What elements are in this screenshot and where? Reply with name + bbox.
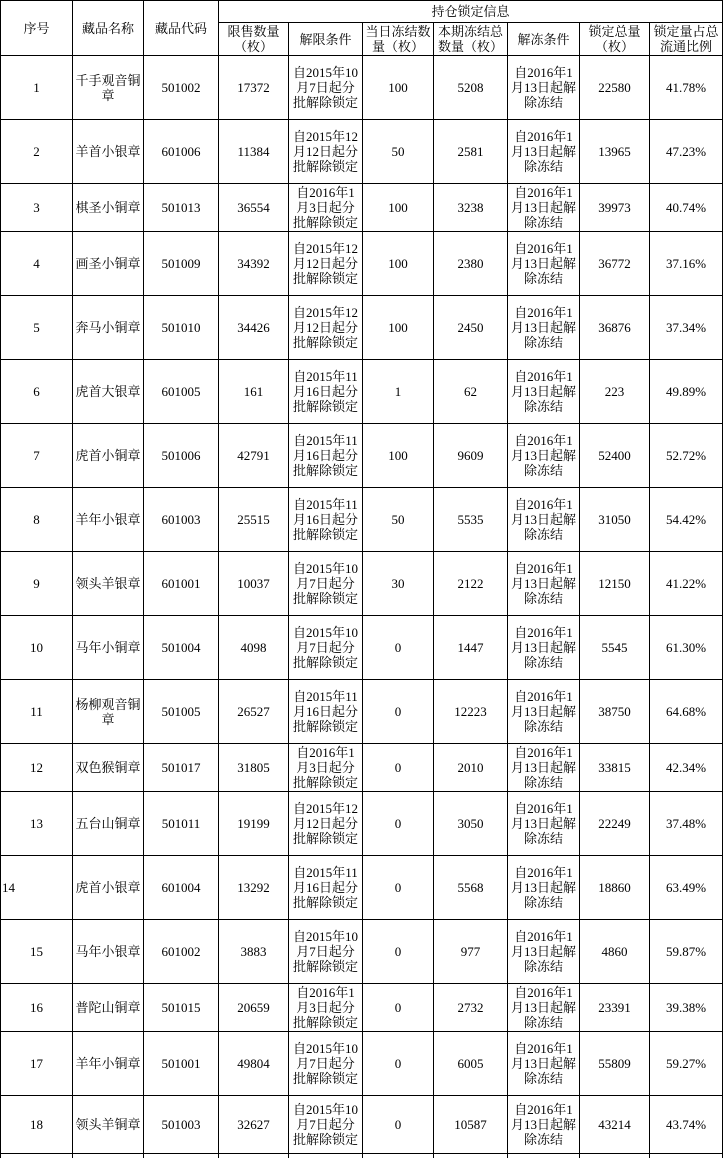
cell-period-frozen-total: 5568: [434, 856, 508, 920]
cell-restricted-qty: 34392: [219, 232, 289, 296]
cell-unlock-condition: 自2015年12月12日起分批解除锁定: [289, 120, 363, 184]
cell-locked-total: 4860: [580, 920, 650, 984]
cell-code: 501003: [144, 1096, 219, 1154]
table-row: [1, 856, 723, 920]
cell-locked-total: 33815: [580, 744, 650, 792]
cell-restricted-qty: 11384: [219, 120, 289, 184]
cell-daily-frozen-qty: 0: [363, 1032, 434, 1096]
cell-daily-frozen-qty: 30: [363, 552, 434, 616]
cell-unfreeze-condition: 自2016年1月13日起解除冻结: [508, 792, 580, 856]
cell-serial: 9: [1, 552, 73, 616]
cell-restricted-qty: 13292: [219, 856, 289, 920]
cell-locked-total: 22580: [580, 56, 650, 120]
cell-locked-ratio: 54.42%: [650, 488, 723, 552]
cell-name: 杨柳观音铜章: [73, 680, 144, 744]
table-row: [1, 680, 723, 744]
cell-unlock-condition: 自2015年10月7日起分批解除锁定: [289, 56, 363, 120]
cell-restricted-qty: 32627: [219, 1096, 289, 1154]
cell-locked-ratio: 49.89%: [650, 360, 723, 424]
cell-daily-frozen-qty: 100: [363, 232, 434, 296]
cell-locked-ratio: 52.72%: [650, 424, 723, 488]
cell-unlock-condition: 自2015年10月7日起分批解除锁定: [289, 1096, 363, 1154]
table-body: [1, 56, 723, 1158]
cell-name: 棋圣小铜章: [73, 184, 144, 232]
table-row: [1, 488, 723, 552]
cell-locked-ratio: 59.87%: [650, 920, 723, 984]
cell-locked-ratio: 37.48%: [650, 792, 723, 856]
cell-locked-total: 36772: [580, 232, 650, 296]
cell-locked-ratio: 61.30%: [650, 616, 723, 680]
header-restricted-qty: 限售数量（枚）: [219, 23, 289, 56]
cell-unlock-condition: 自2015年11月16日起分批解除锁定: [289, 360, 363, 424]
header-locked-ratio: 锁定量占总流通比例: [650, 23, 723, 56]
cell-locked-total: 43214: [580, 1096, 650, 1154]
cell-locked-total: 223: [580, 360, 650, 424]
cell-locked-ratio: 41.22%: [650, 552, 723, 616]
cell-locked-ratio: 47.23%: [650, 120, 723, 184]
cell-serial: 3: [1, 184, 73, 232]
cell-serial: 17: [1, 1032, 73, 1096]
cell-daily-frozen-qty: 1: [363, 360, 434, 424]
cell-restricted-qty: 25515: [219, 488, 289, 552]
cell-period-frozen-total: 5208: [434, 56, 508, 120]
cell-unlock-condition: 自2015年11月16日起分批解除锁定: [289, 856, 363, 920]
cell-restricted-qty: 34426: [219, 296, 289, 360]
cell-unlock-condition: 自2015年11月16日起分批解除锁定: [289, 424, 363, 488]
cell-locked-ratio: 59.27%: [650, 1032, 723, 1096]
header-serial: 序号: [1, 1, 73, 56]
cell-period-frozen-total: 1447: [434, 616, 508, 680]
table-row: [1, 360, 723, 424]
cell-serial: 5: [1, 296, 73, 360]
cell-empty: [580, 1154, 650, 1158]
table-row: [1, 552, 723, 616]
cell-period-frozen-total: 12223: [434, 680, 508, 744]
cell-unlock-condition: 自2015年12月12日起分批解除锁定: [289, 296, 363, 360]
cell-daily-frozen-qty: 0: [363, 984, 434, 1032]
cell-daily-frozen-qty: 100: [363, 56, 434, 120]
table-row: [1, 424, 723, 488]
header-collection-code: 藏品代码: [144, 1, 219, 56]
cell-locked-ratio: 43.74%: [650, 1096, 723, 1154]
cell-unfreeze-condition: 自2016年1月13日起解除冻结: [508, 424, 580, 488]
cell-period-frozen-total: 2732: [434, 984, 508, 1032]
cell-code: 601006: [144, 120, 219, 184]
cell-daily-frozen-qty: 0: [363, 920, 434, 984]
cell-period-frozen-total: 2581: [434, 120, 508, 184]
header-collection-name: 藏品名称: [73, 1, 144, 56]
cell-unfreeze-condition: 自2016年1月13日起解除冻结: [508, 1096, 580, 1154]
cell-restricted-qty: 17372: [219, 56, 289, 120]
cell-daily-frozen-qty: 0: [363, 744, 434, 792]
cell-name: 羊年小铜章: [73, 1032, 144, 1096]
cell-empty: [508, 1154, 580, 1158]
cell-empty: [650, 1154, 723, 1158]
cell-locked-total: 52400: [580, 424, 650, 488]
cell-locked-ratio: 42.34%: [650, 744, 723, 792]
cell-locked-total: 5545: [580, 616, 650, 680]
table-row: [1, 296, 723, 360]
cell-serial: 2: [1, 120, 73, 184]
cell-code: 601002: [144, 920, 219, 984]
table-row-empty: [1, 1154, 723, 1158]
cell-period-frozen-total: 6005: [434, 1032, 508, 1096]
cell-empty: [1, 1154, 73, 1158]
cell-unfreeze-condition: 自2016年1月13日起解除冻结: [508, 616, 580, 680]
cell-code: 601001: [144, 552, 219, 616]
cell-locked-total: 31050: [580, 488, 650, 552]
table-row: [1, 1096, 723, 1154]
cell-code: 501010: [144, 296, 219, 360]
cell-serial: 10: [1, 616, 73, 680]
table-header: [1, 1, 723, 56]
table-row: [1, 120, 723, 184]
cell-code: 501011: [144, 792, 219, 856]
cell-serial: 13: [1, 792, 73, 856]
cell-unfreeze-condition: 自2016年1月13日起解除冻结: [508, 488, 580, 552]
cell-period-frozen-total: 2380: [434, 232, 508, 296]
cell-restricted-qty: 36554: [219, 184, 289, 232]
cell-code: 601005: [144, 360, 219, 424]
cell-locked-total: 55809: [580, 1032, 650, 1096]
header-row-group: [1, 1, 723, 23]
cell-empty: [219, 1154, 289, 1158]
cell-name: 领头羊铜章: [73, 1096, 144, 1154]
cell-period-frozen-total: 977: [434, 920, 508, 984]
cell-locked-total: 13965: [580, 120, 650, 184]
cell-period-frozen-total: 2450: [434, 296, 508, 360]
cell-period-frozen-total: 3050: [434, 792, 508, 856]
cell-unlock-condition: 自2015年10月7日起分批解除锁定: [289, 1032, 363, 1096]
cell-code: 501015: [144, 984, 219, 1032]
cell-locked-total: 22249: [580, 792, 650, 856]
cell-restricted-qty: 31805: [219, 744, 289, 792]
cell-unfreeze-condition: 自2016年1月13日起解除冻结: [508, 856, 580, 920]
cell-locked-total: 39973: [580, 184, 650, 232]
cell-empty: [434, 1154, 508, 1158]
cell-name: 羊首小银章: [73, 120, 144, 184]
cell-code: 501013: [144, 184, 219, 232]
cell-locked-ratio: 63.49%: [650, 856, 723, 920]
cell-unlock-condition: 自2015年10月7日起分批解除锁定: [289, 552, 363, 616]
cell-code: 501001: [144, 1032, 219, 1096]
cell-name: 五台山铜章: [73, 792, 144, 856]
cell-restricted-qty: 20659: [219, 984, 289, 1032]
cell-locked-ratio: 41.78%: [650, 56, 723, 120]
cell-name: 马年小银章: [73, 920, 144, 984]
cell-code: 501005: [144, 680, 219, 744]
cell-name: 虎首小铜章: [73, 424, 144, 488]
cell-daily-frozen-qty: 100: [363, 424, 434, 488]
cell-restricted-qty: 4098: [219, 616, 289, 680]
cell-daily-frozen-qty: 50: [363, 488, 434, 552]
cell-locked-total: 18860: [580, 856, 650, 920]
cell-name: 虎首大银章: [73, 360, 144, 424]
cell-unfreeze-condition: 自2016年1月13日起解除冻结: [508, 184, 580, 232]
cell-daily-frozen-qty: 0: [363, 1096, 434, 1154]
cell-unlock-condition: 自2015年11月16日起分批解除锁定: [289, 488, 363, 552]
cell-empty: [289, 1154, 363, 1158]
cell-name: 虎首小银章: [73, 856, 144, 920]
cell-unfreeze-condition: 自2016年1月13日起解除冻结: [508, 296, 580, 360]
cell-code: 501017: [144, 744, 219, 792]
cell-name: 马年小铜章: [73, 616, 144, 680]
cell-name: 领头羊银章: [73, 552, 144, 616]
cell-unfreeze-condition: 自2016年1月13日起解除冻结: [508, 1032, 580, 1096]
cell-period-frozen-total: 2122: [434, 552, 508, 616]
cell-serial: 12: [1, 744, 73, 792]
cell-restricted-qty: 49804: [219, 1032, 289, 1096]
cell-restricted-qty: 3883: [219, 920, 289, 984]
cell-name: 奔马小铜章: [73, 296, 144, 360]
cell-serial: 1: [1, 56, 73, 120]
cell-serial: 7: [1, 424, 73, 488]
cell-daily-frozen-qty: 100: [363, 184, 434, 232]
cell-unlock-condition: 自2015年12月12日起分批解除锁定: [289, 792, 363, 856]
cell-unlock-condition: 自2016年1月3日起分批解除锁定: [289, 984, 363, 1032]
header-group-lock-info: 持仓锁定信息: [219, 1, 723, 23]
cell-daily-frozen-qty: 50: [363, 120, 434, 184]
cell-serial: 4: [1, 232, 73, 296]
cell-empty: [363, 1154, 434, 1158]
cell-name: 普陀山铜章: [73, 984, 144, 1032]
table-row: [1, 616, 723, 680]
cell-daily-frozen-qty: 100: [363, 296, 434, 360]
cell-unlock-condition: 自2015年10月7日起分批解除锁定: [289, 920, 363, 984]
cell-restricted-qty: 10037: [219, 552, 289, 616]
cell-locked-ratio: 37.16%: [650, 232, 723, 296]
cell-unfreeze-condition: 自2016年1月13日起解除冻结: [508, 120, 580, 184]
cell-unlock-condition: 自2015年12月12日起分批解除锁定: [289, 232, 363, 296]
cell-unfreeze-condition: 自2016年1月13日起解除冻结: [508, 680, 580, 744]
cell-period-frozen-total: 10587: [434, 1096, 508, 1154]
header-locked-total: 锁定总量（枚）: [580, 23, 650, 56]
cell-daily-frozen-qty: 0: [363, 680, 434, 744]
cell-name: 画圣小铜章: [73, 232, 144, 296]
table-row: [1, 56, 723, 120]
cell-name: 双色猴铜章: [73, 744, 144, 792]
cell-serial: 6: [1, 360, 73, 424]
cell-period-frozen-total: 3238: [434, 184, 508, 232]
cell-name: 千手观音铜章: [73, 56, 144, 120]
table-row: [1, 1032, 723, 1096]
table-row: [1, 792, 723, 856]
cell-period-frozen-total: 5535: [434, 488, 508, 552]
cell-unlock-condition: 自2015年11月16日起分批解除锁定: [289, 680, 363, 744]
cell-serial: 15: [1, 920, 73, 984]
cell-unfreeze-condition: 自2016年1月13日起解除冻结: [508, 984, 580, 1032]
cell-locked-ratio: 37.34%: [650, 296, 723, 360]
cell-unlock-condition: 自2016年1月3日起分批解除锁定: [289, 744, 363, 792]
cell-restricted-qty: 161: [219, 360, 289, 424]
cell-restricted-qty: 19199: [219, 792, 289, 856]
cell-restricted-qty: 26527: [219, 680, 289, 744]
cell-code: 501002: [144, 56, 219, 120]
cell-code: 501009: [144, 232, 219, 296]
cell-unfreeze-condition: 自2016年1月13日起解除冻结: [508, 552, 580, 616]
cell-period-frozen-total: 9609: [434, 424, 508, 488]
header-unfreeze-condition: 解冻条件: [508, 23, 580, 56]
cell-unlock-condition: 自2015年10月7日起分批解除锁定: [289, 616, 363, 680]
cell-locked-total: 38750: [580, 680, 650, 744]
cell-locked-total: 12150: [580, 552, 650, 616]
cell-unfreeze-condition: 自2016年1月13日起解除冻结: [508, 920, 580, 984]
cell-code: 601004: [144, 856, 219, 920]
cell-code: 601003: [144, 488, 219, 552]
table-row: [1, 984, 723, 1032]
cell-serial: 14: [1, 856, 73, 920]
cell-restricted-qty: 42791: [219, 424, 289, 488]
cell-serial: 18: [1, 1096, 73, 1154]
cell-empty: [73, 1154, 144, 1158]
cell-unlock-condition: 自2016年1月3日起分批解除锁定: [289, 184, 363, 232]
cell-serial: 11: [1, 680, 73, 744]
cell-locked-ratio: 39.38%: [650, 984, 723, 1032]
table-row: [1, 232, 723, 296]
cell-locked-ratio: 64.68%: [650, 680, 723, 744]
header-unlock-condition: 解限条件: [289, 23, 363, 56]
header-period-frozen-total: 本期冻结总数量（枚）: [434, 23, 508, 56]
cell-serial: 16: [1, 984, 73, 1032]
cell-unfreeze-condition: 自2016年1月13日起解除冻结: [508, 232, 580, 296]
cell-locked-total: 36876: [580, 296, 650, 360]
table-row: [1, 184, 723, 232]
cell-empty: [144, 1154, 219, 1158]
cell-daily-frozen-qty: 0: [363, 792, 434, 856]
cell-unfreeze-condition: 自2016年1月13日起解除冻结: [508, 360, 580, 424]
table-row: [1, 920, 723, 984]
cell-daily-frozen-qty: 0: [363, 856, 434, 920]
table-row: [1, 744, 723, 792]
header-daily-frozen-qty: 当日冻结数量（枚）: [363, 23, 434, 56]
cell-period-frozen-total: 2010: [434, 744, 508, 792]
cell-locked-ratio: 40.74%: [650, 184, 723, 232]
cell-code: 501006: [144, 424, 219, 488]
cell-unfreeze-condition: 自2016年1月13日起解除冻结: [508, 56, 580, 120]
cell-code: 501004: [144, 616, 219, 680]
cell-daily-frozen-qty: 0: [363, 616, 434, 680]
cell-locked-total: 23391: [580, 984, 650, 1032]
cell-period-frozen-total: 62: [434, 360, 508, 424]
cell-name: 羊年小银章: [73, 488, 144, 552]
cell-serial: 8: [1, 488, 73, 552]
cell-unfreeze-condition: 自2016年1月13日起解除冻结: [508, 744, 580, 792]
